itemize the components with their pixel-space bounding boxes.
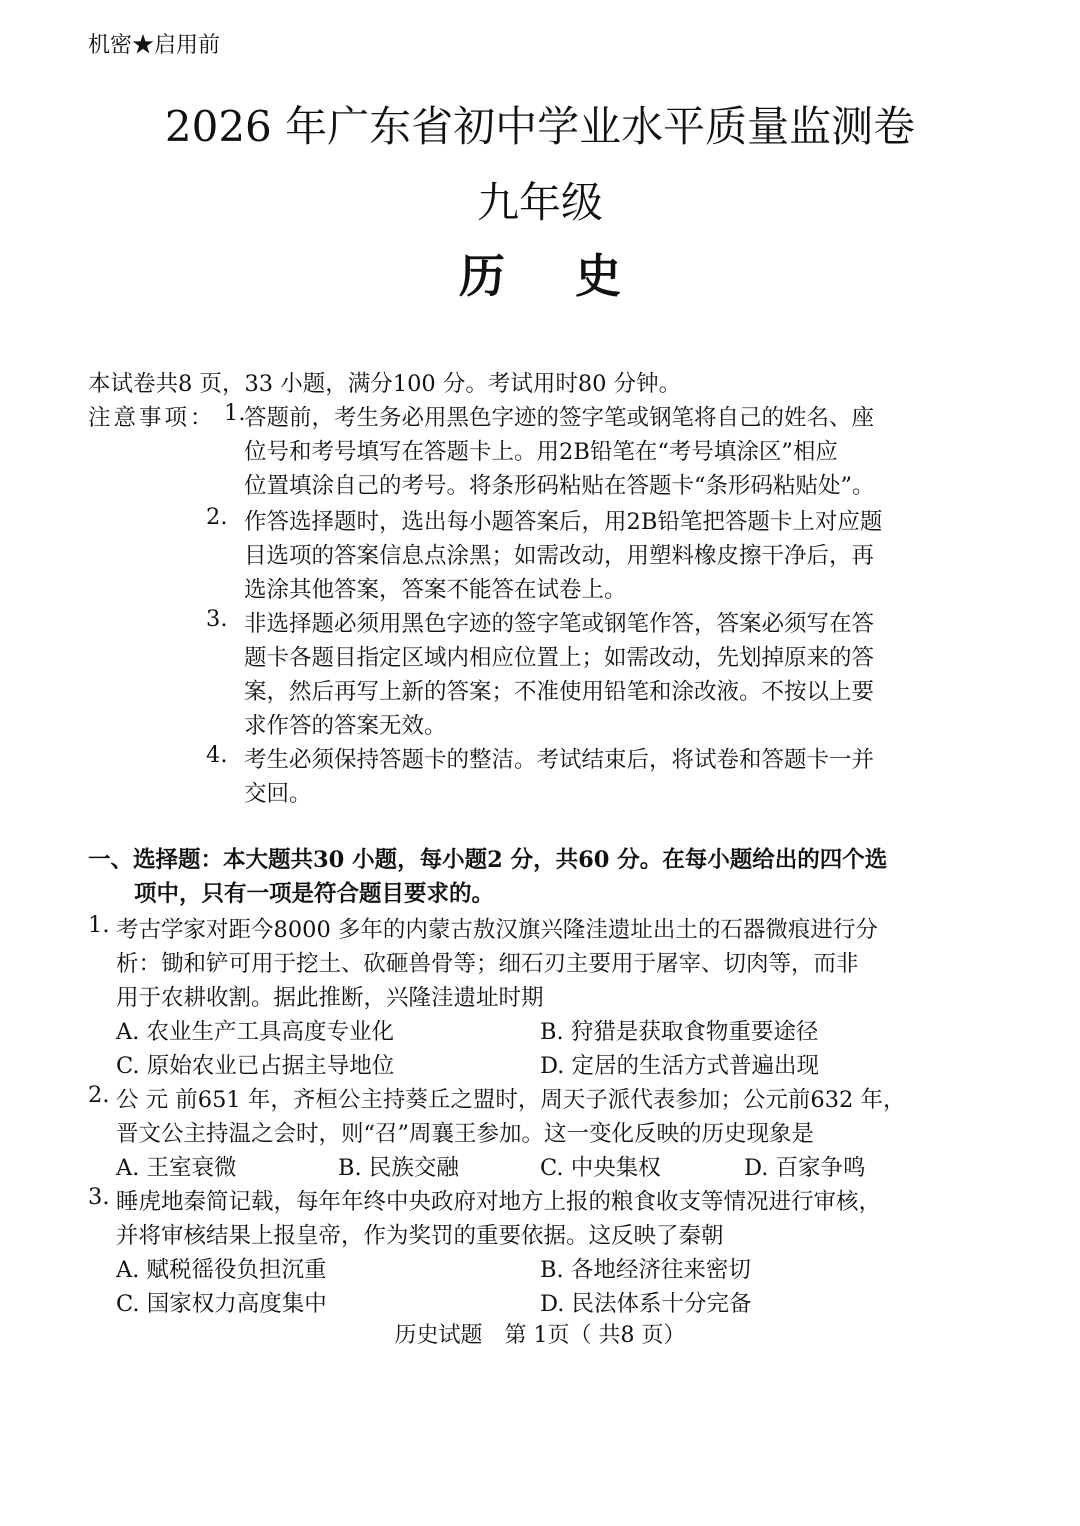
notice-item-num: 4.	[206, 742, 228, 768]
notice-line: 题卡各题目指定区域内相应位置上；如需改动，先划掉原来的答	[244, 645, 875, 671]
notice-line: 求作答的答案无效。	[244, 713, 447, 739]
section-heading: 一、选择题：本大题共30 小题，每小题2 分，共60 分。在每小题给出的四个选	[88, 847, 888, 873]
question-number: 1.	[88, 912, 110, 938]
page-footer: 历史试题 第 1页（ 共8 页）	[394, 1323, 686, 1348]
question-text: 用于农耕收割。据此推断，兴隆洼遗址时期	[116, 985, 544, 1011]
notice-line: 案，然后再写上新的答案；不准使用铅笔和涂改液。不按以上要	[244, 679, 875, 705]
exam-title: 2026 年广东省初中学业水平质量监测卷	[164, 102, 916, 151]
notice-line: 选涂其他答案，答案不能答在试卷上。	[244, 577, 627, 603]
option-d: D. 百家争鸣	[744, 1155, 866, 1181]
notice-item-num: 3.	[206, 606, 228, 632]
question-text: 睡虎地秦简记载，每年年终中央政府对地方上报的粮食收支等情况进行审核，	[116, 1189, 882, 1215]
option-c: C. 国家权力高度集中	[116, 1291, 327, 1317]
notice-line: 位置填涂自己的考号。将条形码粘贴在答题卡“条形码粘贴处”。	[244, 473, 875, 499]
notice-line: 目选项的答案信息点涂黑；如需改动，用塑料橡皮擦干净后，再	[244, 543, 875, 569]
notice-line: 作答选择题时，选出每小题答案后，用2B铅笔把答题卡上对应题	[244, 509, 883, 535]
option-c: C. 原始农业已占据主导地位	[116, 1053, 395, 1079]
subject-title: 历史	[459, 249, 691, 303]
option-c: C. 中央集权	[540, 1155, 661, 1181]
question-text: 晋文公主持温之会时，则“召”周襄王参加。这一变化反映的历史现象是	[116, 1121, 815, 1147]
option-d: D. 民法体系十分完备	[540, 1291, 752, 1317]
notice-label: 注意事项：	[88, 405, 216, 431]
option-d: D. 定居的生活方式普遍出现	[540, 1053, 820, 1079]
option-b: B. 各地经济往来密切	[540, 1257, 751, 1283]
intro-text: 本试卷共8 页，33 小题，满分100 分。考试用时80 分钟。	[88, 371, 682, 397]
section-heading: 项中，只有一项是符合题目要求的。	[134, 881, 495, 907]
notice-line: 交回。	[244, 781, 312, 807]
notice-line: 考生必须保持答题卡的整洁。考试结束后，将试卷和答题卡一并	[244, 747, 875, 773]
grade-label: 九年级	[476, 178, 603, 227]
notice-line: 非选择题必须用黑色字迹的签字笔或钢笔作答，答案必须写在答	[244, 611, 875, 637]
notice-line: 答题前，考生务必用黑色字迹的签字笔或钢笔将自己的姓名、座	[244, 405, 875, 431]
question-number: 2.	[88, 1082, 110, 1108]
notice-item-num: 1.	[224, 400, 246, 426]
question-text: 并将审核结果上报皇帝，作为奖罚的重要依据。这反映了秦朝	[116, 1223, 724, 1249]
option-a: A. 赋税徭役负担沉重	[116, 1257, 327, 1283]
question-text: 考古学家对距今8000 多年的内蒙古敖汉旗兴隆洼遗址出土的石器微痕进行分	[116, 917, 878, 943]
notice-line: 位号和考号填写在答题卡上。用2B铅笔在“考号填涂区”相应	[244, 439, 838, 465]
option-b: B. 民族交融	[338, 1155, 459, 1181]
option-b: B. 狩猎是获取食物重要途径	[540, 1019, 819, 1045]
question-text: 析：锄和铲可用于挖土、砍砸兽骨等；细石刃主要用于屠宰、切肉等，而非	[116, 951, 859, 977]
confidential-mark: 机密★启用前	[88, 33, 221, 58]
notice-item-num: 2.	[206, 504, 228, 530]
option-a: A. 农业生产工具高度专业化	[116, 1019, 395, 1045]
question-number: 3.	[88, 1184, 110, 1210]
question-text: 公 元 前651 年，齐桓公主持葵丘之盟时，周天子派代表参加；公元前632 年，	[116, 1087, 906, 1113]
option-a: A. 王室衰微	[116, 1155, 237, 1181]
